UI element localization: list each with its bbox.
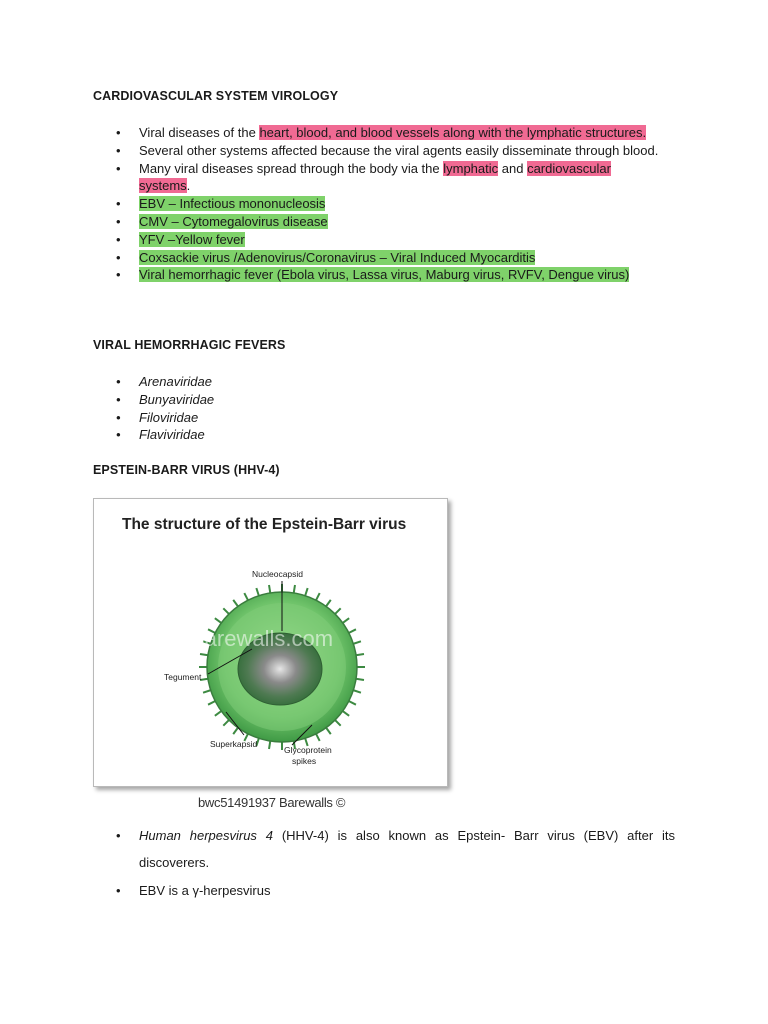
list-item: • Several other systems affected because the viral agents easily disseminate through blood.: [0, 142, 659, 160]
figure-title: The structure of the Epstein-Barr virus: [122, 516, 407, 533]
highlight-pink: cardiovascular systems: [139, 160, 611, 194]
heading-hemorrhagic-fevers: VIRAL HEMORRHAGIC FEVERS: [93, 338, 286, 352]
watermark-text: Barewalls.com: [190, 626, 334, 651]
list-item: [0, 195, 659, 213]
heading-epstein-barr: EPSTEIN-BARR VIRUS (HHV-4): [93, 463, 280, 477]
list-item: • Many viral diseases spread through the body via the lymphatic and cardiovascular systems.: [0, 160, 659, 196]
list-item: • Filoviridae: [0, 409, 659, 427]
list-item: • EBV is a γ-herpesvirus: [0, 877, 675, 904]
list-item: [0, 213, 659, 231]
list-item: [0, 231, 659, 249]
highlight-green: YFV –Yellow fever: [139, 231, 245, 247]
label-glycoprotein: Glycoprotein: [284, 745, 332, 755]
highlight-green: CMV – Cytomegalovirus disease: [139, 213, 328, 229]
list-item: • Bunyaviridae: [0, 391, 659, 409]
highlight-pink: lymphatic: [443, 160, 499, 176]
highlight-green: Viral hemorrhagic fever (Ebola virus, Lassa virus, Maburg virus, RVFV, Dengue virus): [139, 267, 630, 283]
ebv-structure-figure: [93, 498, 448, 787]
label-spikes: spikes: [292, 756, 317, 766]
highlight-green: EBV – Infectious mononucleosis: [139, 196, 326, 212]
list-item: • Arenaviridae: [0, 373, 659, 391]
highlight-pink: heart, blood, and blood vessels along with the lymphatic structures.: [259, 125, 647, 140]
virus-diagram: [94, 499, 447, 786]
list-item: • Human herpesvirus 4 (HHV-4) is also known as Epstein- Barr virus (EBV) after its discoverers.: [0, 822, 675, 876]
list-item: [0, 266, 679, 284]
heading-cardiovascular: CARDIOVASCULAR SYSTEM VIROLOGY: [93, 89, 339, 103]
label-tegument: Tegument: [164, 672, 202, 682]
list-item: • Flaviviridae: [0, 426, 659, 444]
label-superkapsid: Superkapsid: [210, 739, 258, 749]
figure-caption: bwc51491937 Barewalls ©: [198, 795, 346, 810]
hemorrhagic-family-list: [0, 373, 659, 444]
list-item: [0, 249, 659, 267]
highlight-green: Coxsackie virus /Adenovirus/Coronavirus – Viral Induced Myocarditis: [139, 249, 536, 265]
cardio-bullet-list: [0, 124, 679, 284]
label-nucleocapsid: Nucleocapsid: [252, 569, 304, 579]
ebv-bullet-list: [0, 822, 675, 904]
list-item: • Viral diseases of the heart, blood, and blood vessels along with the lymphatic structures.: [0, 124, 659, 142]
